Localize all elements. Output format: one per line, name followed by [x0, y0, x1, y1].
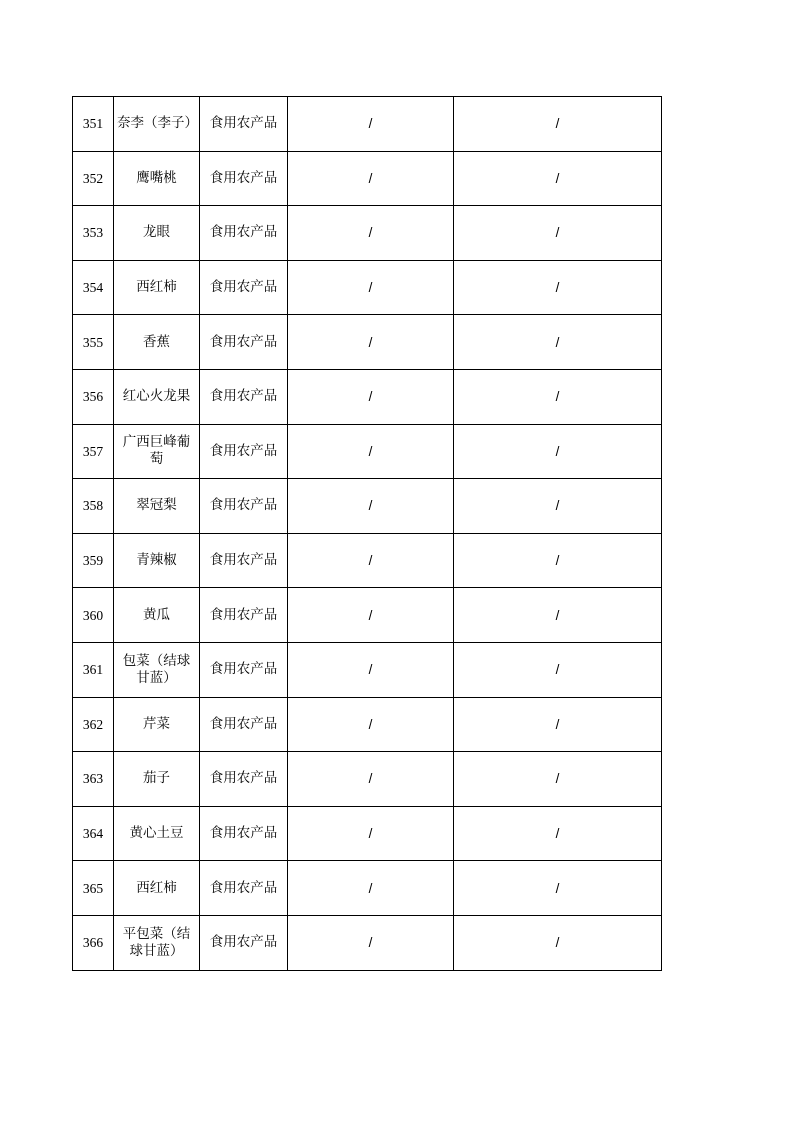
- column-5-cell: /: [454, 151, 662, 206]
- row-number-cell: 365: [73, 861, 114, 916]
- row-number-cell: 351: [73, 97, 114, 152]
- category-cell: 食用农产品: [200, 424, 288, 479]
- category-cell: 食用农产品: [200, 315, 288, 370]
- table-row: [73, 369, 662, 424]
- category-cell: 食用农产品: [200, 642, 288, 697]
- row-number-cell: 356: [73, 369, 114, 424]
- column-4-cell: /: [288, 315, 454, 370]
- column-4-cell: /: [288, 97, 454, 152]
- category-cell: 食用农产品: [200, 915, 288, 970]
- column-5-cell: /: [454, 479, 662, 534]
- category-cell: 食用农产品: [200, 588, 288, 643]
- column-4-cell: /: [288, 806, 454, 861]
- column-4-cell: /: [288, 588, 454, 643]
- product-name-cell: 西红柿: [114, 861, 200, 916]
- row-number-cell: 360: [73, 588, 114, 643]
- column-4-cell: /: [288, 915, 454, 970]
- column-5-cell: /: [454, 533, 662, 588]
- row-number-cell: 364: [73, 806, 114, 861]
- row-number-cell: 366: [73, 915, 114, 970]
- column-5-cell: /: [454, 697, 662, 752]
- column-4-cell: /: [288, 151, 454, 206]
- category-cell: 食用农产品: [200, 752, 288, 807]
- row-number-cell: 361: [73, 642, 114, 697]
- row-number-cell: 353: [73, 206, 114, 261]
- product-name-cell: 奈李（李子）: [114, 97, 200, 152]
- column-5-cell: /: [454, 588, 662, 643]
- table-row: [73, 315, 662, 370]
- column-4-cell: /: [288, 861, 454, 916]
- product-name-cell: 黄心土豆: [114, 806, 200, 861]
- product-name-cell: 芹菜: [114, 697, 200, 752]
- category-cell: 食用农产品: [200, 533, 288, 588]
- column-4-cell: /: [288, 260, 454, 315]
- column-5-cell: /: [454, 424, 662, 479]
- row-number-cell: 355: [73, 315, 114, 370]
- product-name-cell: 红心火龙果: [114, 369, 200, 424]
- table-row: [73, 752, 662, 807]
- category-cell: 食用农产品: [200, 260, 288, 315]
- category-cell: 食用农产品: [200, 479, 288, 534]
- product-name-cell: 黄瓜: [114, 588, 200, 643]
- product-name-cell: 香蕉: [114, 315, 200, 370]
- product-name-cell: 龙眼: [114, 206, 200, 261]
- category-cell: 食用农产品: [200, 697, 288, 752]
- column-4-cell: /: [288, 642, 454, 697]
- column-5-cell: /: [454, 260, 662, 315]
- table-row: [73, 479, 662, 534]
- product-name-cell: 青辣椒: [114, 533, 200, 588]
- product-name-cell: 广西巨峰葡萄: [114, 424, 200, 479]
- table-row: [73, 533, 662, 588]
- column-5-cell: /: [454, 752, 662, 807]
- column-4-cell: /: [288, 479, 454, 534]
- table-row: [73, 915, 662, 970]
- product-table: [72, 96, 662, 971]
- column-5-cell: /: [454, 206, 662, 261]
- product-name-cell: 茄子: [114, 752, 200, 807]
- row-number-cell: 357: [73, 424, 114, 479]
- table-row: [73, 151, 662, 206]
- row-number-cell: 359: [73, 533, 114, 588]
- product-name-cell: 平包菜（结球甘蓝）: [114, 915, 200, 970]
- category-cell: 食用农产品: [200, 151, 288, 206]
- table-row: [73, 260, 662, 315]
- table-row: [73, 424, 662, 479]
- column-5-cell: /: [454, 369, 662, 424]
- product-name-cell: 包菜（结球甘蓝）: [114, 642, 200, 697]
- category-cell: 食用农产品: [200, 97, 288, 152]
- table-row: [73, 206, 662, 261]
- category-cell: 食用农产品: [200, 806, 288, 861]
- product-name-cell: 鹰嘴桃: [114, 151, 200, 206]
- product-name-cell: 翠冠梨: [114, 479, 200, 534]
- column-5-cell: /: [454, 642, 662, 697]
- table-row: [73, 642, 662, 697]
- row-number-cell: 354: [73, 260, 114, 315]
- column-4-cell: /: [288, 424, 454, 479]
- category-cell: 食用农产品: [200, 369, 288, 424]
- table-body: [73, 97, 662, 971]
- column-5-cell: /: [454, 315, 662, 370]
- column-4-cell: /: [288, 206, 454, 261]
- column-4-cell: /: [288, 533, 454, 588]
- table-row: [73, 588, 662, 643]
- table-row: [73, 697, 662, 752]
- row-number-cell: 352: [73, 151, 114, 206]
- category-cell: 食用农产品: [200, 861, 288, 916]
- column-4-cell: /: [288, 697, 454, 752]
- row-number-cell: 362: [73, 697, 114, 752]
- column-5-cell: /: [454, 861, 662, 916]
- column-4-cell: /: [288, 369, 454, 424]
- row-number-cell: 358: [73, 479, 114, 534]
- column-5-cell: /: [454, 915, 662, 970]
- category-cell: 食用农产品: [200, 206, 288, 261]
- table-row: [73, 806, 662, 861]
- table-row: [73, 861, 662, 916]
- product-name-cell: 西红柿: [114, 260, 200, 315]
- column-5-cell: /: [454, 806, 662, 861]
- table-row: [73, 97, 662, 152]
- row-number-cell: 363: [73, 752, 114, 807]
- column-5-cell: /: [454, 97, 662, 152]
- column-4-cell: /: [288, 752, 454, 807]
